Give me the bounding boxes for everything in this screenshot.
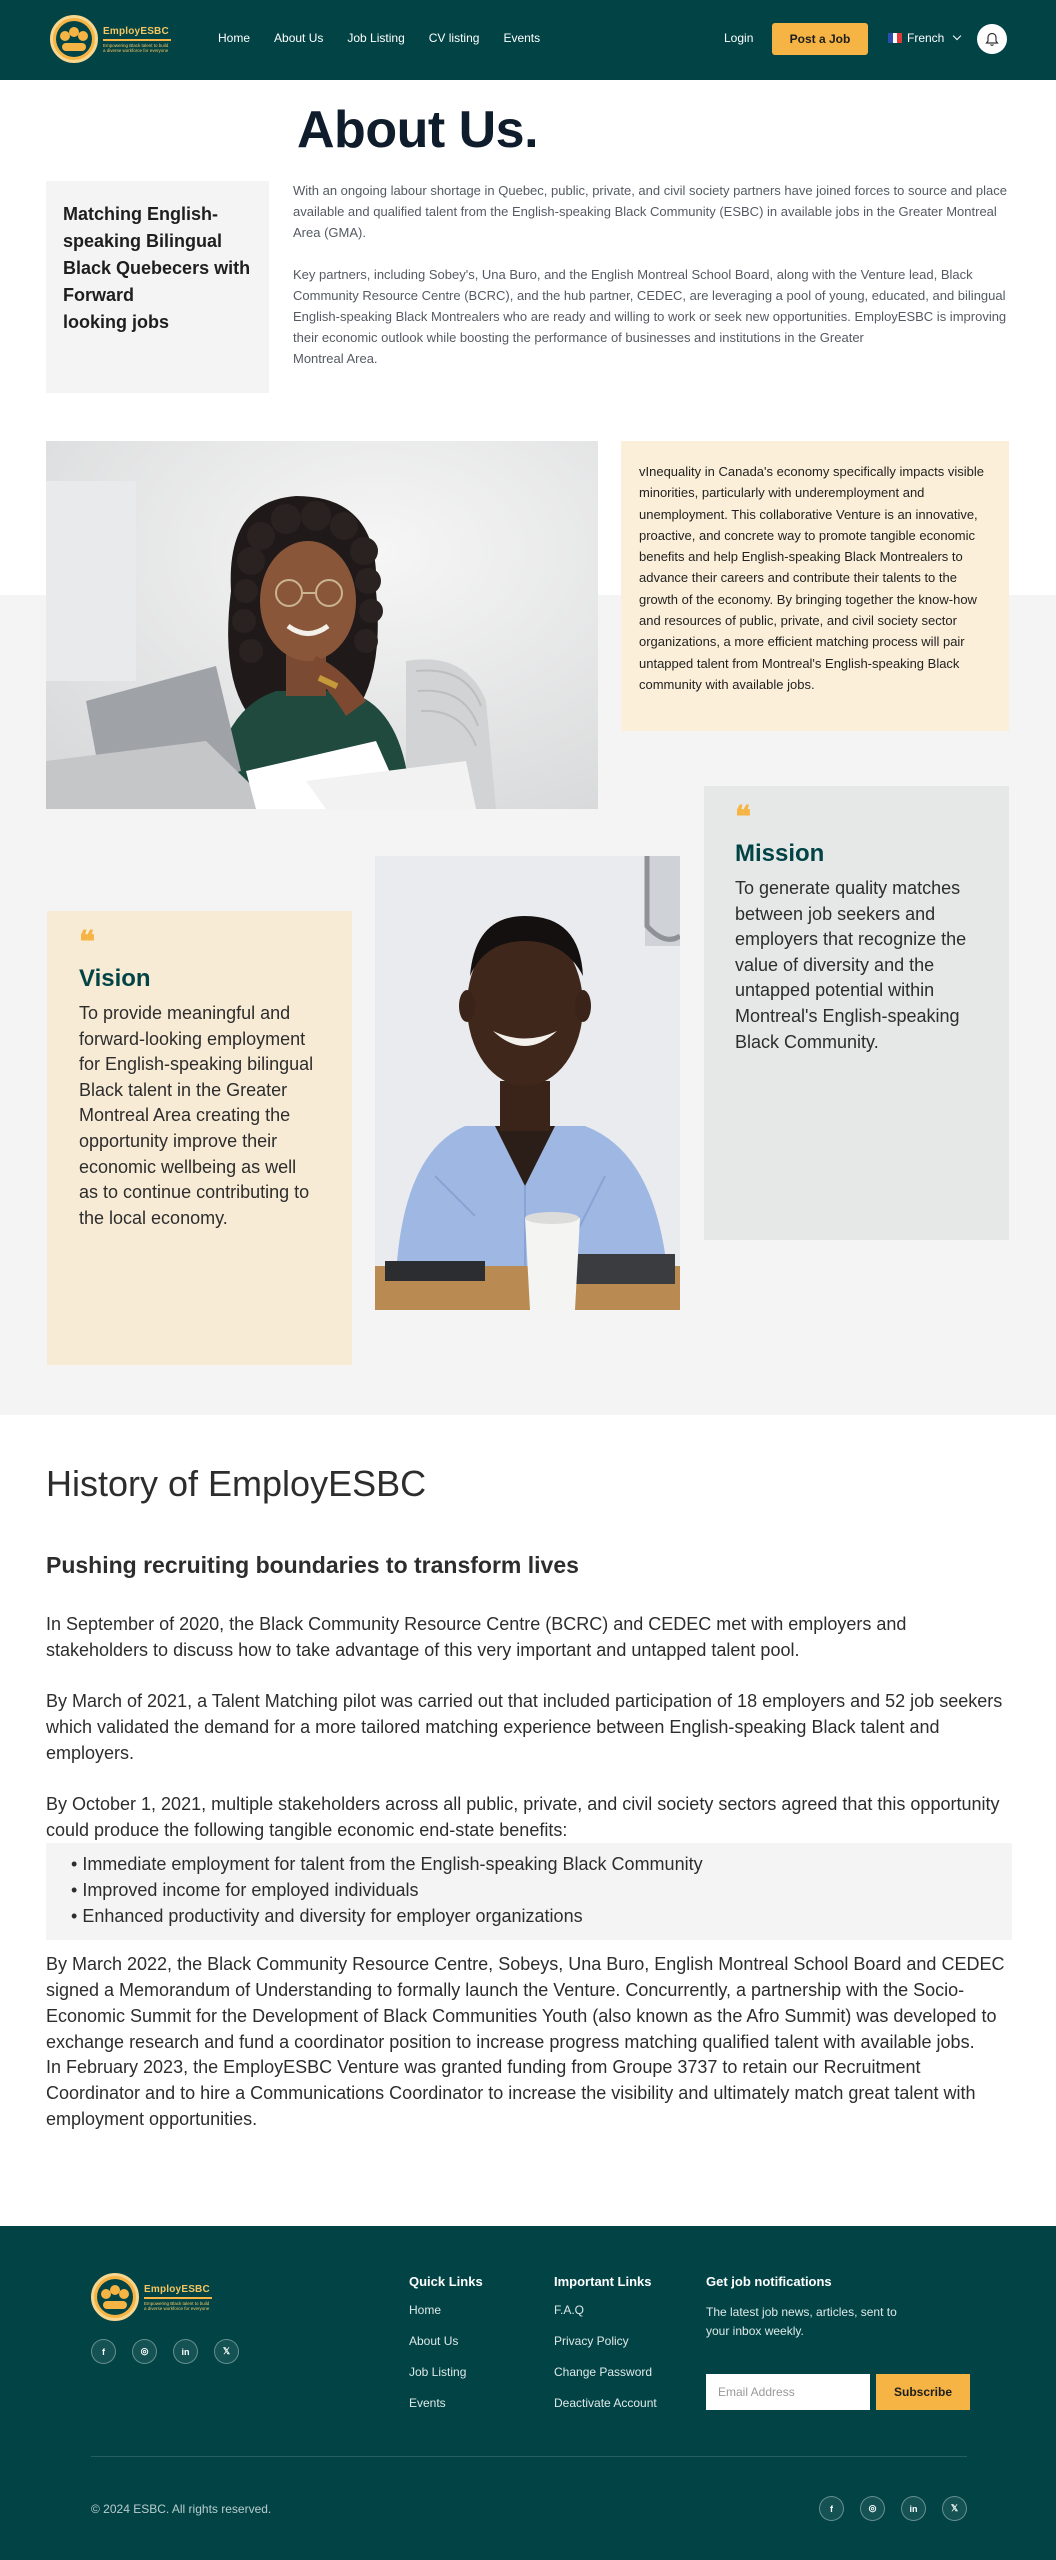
linkedin-icon[interactable]: in	[901, 2496, 926, 2521]
history-paragraph: By March of 2021, a Talent Matching pilot was carried out that included participation of 18 employers and 52 job seekers which validated the demand for a more tailored matching experience between English-speaking Black talent and employers.	[46, 1691, 1003, 1763]
french-flag-icon	[888, 33, 902, 43]
main-menu	[218, 31, 564, 45]
logo-badge	[50, 15, 98, 63]
notifications-title: Get job notifications	[706, 2274, 832, 2289]
smiling-man-photo	[375, 856, 680, 1310]
mission-text: To generate quality matches between job seekers and employers that recognize the value of diversity and the untapped potential within Montreal's English-speaking Black Community.	[735, 878, 967, 1052]
footer-social-links	[91, 2339, 239, 2364]
woman-with-laptop-photo	[46, 441, 598, 809]
footer-link-about-us[interactable]: About Us	[409, 2334, 459, 2348]
site-logo[interactable]	[50, 15, 171, 63]
nav-job-listing[interactable]: Job Listing	[347, 31, 405, 45]
language-label: French	[907, 31, 945, 45]
history-paragraph: In September of 2020, the Black Community Resource Centre (BCRC) and CEDEC met with employers and stakeholders to discuss how to take advantage of this very important and untapped talent pool.	[46, 1614, 907, 1660]
matching-heading: Matching English- speaking Bilingual Black Quebecers with Forward looking jobs	[63, 204, 251, 332]
footer-link-home[interactable]: Home	[409, 2303, 442, 2317]
list-item: • Immediate employment for talent from the English-speaking Black Community	[71, 1852, 987, 1878]
instagram-icon[interactable]: ◎	[860, 2496, 885, 2521]
history-title: History of EmployESBC	[46, 1463, 427, 1504]
history-paragraph: By October 1, 2021, multiple stakeholders across all public, private, and civil society sectors agreed that this opportunity could produce the following tangible economic end-state benefits:	[46, 1793, 1000, 1840]
important-links-column	[554, 2274, 657, 2427]
nav-home[interactable]: Home	[218, 31, 251, 45]
notifications-description: The latest job news, articles, sent to your inbox weekly.	[706, 2305, 897, 2338]
quick-links-title: Quick Links	[409, 2274, 483, 2289]
footer-divider	[91, 2456, 967, 2457]
important-links-title: Important Links	[554, 2274, 652, 2289]
history-paragraph: In February 2023, the EmployESBC Venture was granted funding from Groupe 3737 to retain our Recruitment Coordinator and to hire a Communications Coordinator to increase the visibility and ultimately match great talent with employment opportunities.	[46, 2057, 976, 2129]
vision-text: To provide meaningful and forward-looking employment for English-speaking bilingual Black talent in the Greater Montreal Area creating the opportunity improve their economic wellbeing as well as to continue contributing to the local economy.	[79, 1003, 314, 1228]
job-notifications-column	[706, 2274, 916, 2341]
inequality-text-box: vInequality in Canada's economy specifically impacts visible minorities, particularly with underemployment and unemployment. This collaborative Venture is an innovative, proactive, and concrete way to promote tangible economic benefits and help English-speaking Black Montrealers to advance their careers and contribute their talents to the growth of the economy. By bringing together the know-how and resources of public, private, and civil society sector organizations, a more efficient matching process will pair untapped talent from Montreal's English-speaking Black community with available jobs.	[621, 441, 1009, 731]
logo-name: EmployESBC	[103, 25, 169, 37]
linkedin-icon[interactable]: in	[173, 2339, 198, 2364]
nav-events[interactable]: Events	[503, 31, 541, 45]
footer-bottom-social-links	[819, 2496, 967, 2521]
history-body	[46, 1612, 1012, 2132]
matching-heading-box	[46, 181, 269, 393]
email-field[interactable]: Email Address	[706, 2374, 870, 2410]
chevron-down-icon	[953, 32, 961, 40]
vision-card	[47, 911, 352, 1365]
mission-card	[704, 786, 1009, 1240]
footer-link-deactivate-account[interactable]: Deactivate Account	[554, 2396, 657, 2410]
footer-link-job-listing[interactable]: Job Listing	[409, 2365, 467, 2379]
footer-link-privacy-policy[interactable]: Privacy Policy	[554, 2334, 629, 2348]
list-item: • Improved income for employed individuals	[71, 1878, 987, 1904]
language-selector[interactable]	[888, 31, 960, 45]
nav-about-us[interactable]: About Us	[274, 31, 324, 45]
vision-title: Vision	[79, 965, 151, 992]
benefits-list	[46, 1843, 1012, 1940]
x-twitter-icon[interactable]: 𝕏	[214, 2339, 239, 2364]
footer-link-faq[interactable]: F.A.Q	[554, 2303, 585, 2317]
history-paragraph: By March 2022, the Black Community Resource Centre, Sobeys, Una Buro, English Montreal School Board and CEDEC signed a Memorandum of Understanding to formally launch the Venture. Concurrently, a partnership with the Socio-Economic Summit for the Development of Black Communities Youth (also known as the Afro Summit) was developed to exchange research and fund a coordinator position to increase progress matching qualified talent with available jobs.	[46, 1954, 1005, 2052]
nav-cv-listing[interactable]: CV listing	[428, 31, 480, 45]
instagram-icon[interactable]: ◎	[132, 2339, 157, 2364]
facebook-icon[interactable]: f	[819, 2496, 844, 2521]
list-item: • Enhanced productivity and diversity for employer organizations	[71, 1904, 987, 1930]
history-subtitle: Pushing recruiting boundaries to transform lives	[46, 1552, 579, 1578]
logo-tagline: Empowering Black talent to build a diverse workforce for everyone	[144, 2300, 210, 2311]
subscribe-button[interactable]: Subscribe	[876, 2374, 970, 2410]
logo-tagline: Empowering Black talent to build a diverse workforce for everyone	[103, 42, 169, 53]
about-intro	[293, 180, 1011, 369]
page-title: About Us.	[297, 101, 539, 159]
quote-icon: ❝	[79, 925, 96, 960]
post-job-button[interactable]: Post a Job	[772, 23, 868, 55]
logo-name: EmployESBC	[144, 2283, 210, 2295]
quote-icon: ❝	[735, 800, 752, 835]
quick-links-column	[409, 2274, 483, 2427]
notifications-button[interactable]	[977, 24, 1007, 54]
intro-paragraph-2: Key partners, including Sobey's, Una Buro, and the English Montreal School Board, along with the Venture lead, Black Community Resource Centre (BCRC), and the hub partner, CEDEC, are leveraging a pool of young, educated, and bilingual English-speaking Black Montrealers who are ready and willing to work or seek new opportunities. EmployESBC is improving their economic outlook while boosting the performance of businesses and institutions in the Greater Montreal Area.	[293, 267, 1007, 366]
x-twitter-icon[interactable]: 𝕏	[942, 2496, 967, 2521]
facebook-icon[interactable]: f	[91, 2339, 116, 2364]
logo-badge	[91, 2273, 139, 2321]
copyright-text: © 2024 ESBC. All rights reserved.	[91, 2502, 272, 2516]
footer-logo[interactable]	[91, 2273, 212, 2321]
bell-icon	[985, 32, 999, 47]
top-navbar	[0, 0, 1056, 80]
mission-title: Mission	[735, 840, 825, 867]
footer-link-events[interactable]: Events	[409, 2396, 446, 2410]
footer-link-change-password[interactable]: Change Password	[554, 2365, 653, 2379]
intro-paragraph-1: With an ongoing labour shortage in Quebec, public, private, and civil society partners have joined forces to source and place available and qualified talent from the English-speaking Black Community (ESBC) in available jobs in the Greater Montreal Area (GMA).	[293, 183, 1007, 240]
login-link[interactable]: Login	[724, 31, 754, 45]
